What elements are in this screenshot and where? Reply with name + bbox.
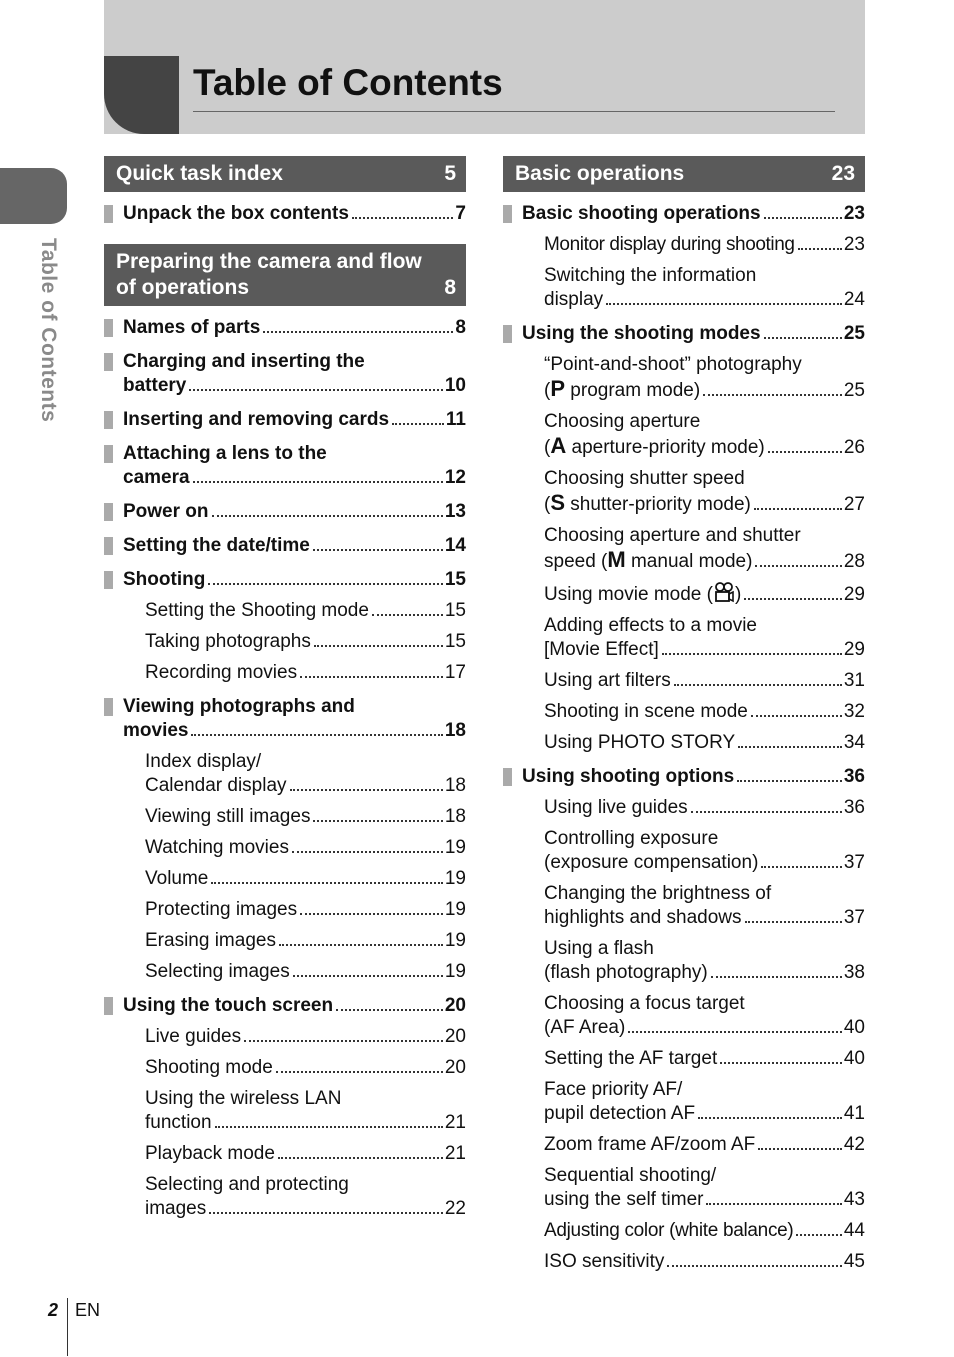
- side-tab[interactable]: [0, 168, 67, 224]
- toc-subentry-watching-movies[interactable]: [104, 836, 466, 860]
- toc-subentry-selecting[interactable]: [104, 960, 466, 984]
- toc-subentry-photo-story[interactable]: [503, 731, 865, 755]
- entry-page: 44: [843, 1220, 865, 1241]
- entry-label: Setting the date/time: [123, 535, 310, 556]
- entry-label: Inserting and removing cards: [123, 409, 390, 430]
- entry-label-line2: pupil detection AF: [544, 1103, 696, 1124]
- entry-label-line2: shutter-priority mode): [565, 494, 751, 515]
- entry-label: Playback mode: [145, 1143, 275, 1164]
- entry-label-line2: (AF Area): [544, 1017, 626, 1038]
- toc-subentry-protecting[interactable]: [104, 898, 466, 922]
- entry-page: 15: [444, 569, 466, 590]
- entry-page: 15: [444, 600, 466, 621]
- entry-page: 23: [843, 234, 865, 255]
- entry-label-pre: speed (: [544, 551, 608, 572]
- entry-marker: [503, 325, 512, 343]
- entry-label: Power on: [123, 501, 209, 522]
- toc-subentry-af-target[interactable]: [503, 1047, 865, 1071]
- entry-page: 45: [843, 1251, 865, 1272]
- entry-page: 28: [843, 551, 865, 572]
- section-title-line2: of operations: [116, 276, 250, 299]
- entry-label-line1: Switching the information: [544, 265, 757, 286]
- entry-label-line1: Adding effects to a movie: [544, 615, 757, 636]
- shutter-mode-icon: S: [550, 490, 566, 515]
- entry-page: 20: [444, 995, 466, 1016]
- section-title-line1: Preparing the camera and flow: [116, 250, 422, 273]
- entry-page: 23: [843, 203, 865, 224]
- entry-label: Viewing still images: [145, 806, 311, 827]
- entry-page: 26: [843, 437, 865, 458]
- toc-subentry-white-balance[interactable]: [503, 1219, 865, 1243]
- toc-subentry-movie-effect[interactable]: [503, 614, 865, 662]
- movie-camera-icon: [713, 584, 735, 605]
- entry-label: Protecting images: [145, 899, 298, 920]
- entry-label-line2: function: [145, 1112, 212, 1133]
- entry-label: Watching movies: [145, 837, 289, 858]
- entry-page: 10: [444, 375, 466, 396]
- entry-label-line1: Using a flash: [544, 938, 654, 959]
- toc-entry-shooting[interactable]: [104, 568, 466, 592]
- entry-label: Shooting in scene mode: [544, 701, 748, 722]
- entry-page: 24: [843, 289, 865, 310]
- entry-page: 15: [444, 631, 466, 652]
- toc-subentry-sequential[interactable]: [503, 1164, 865, 1212]
- paren: ): [734, 584, 742, 605]
- entry-label: ISO sensitivity: [544, 1251, 665, 1272]
- toc-subentry-iso[interactable]: [503, 1250, 865, 1274]
- entry-page: 40: [843, 1048, 865, 1069]
- entry-marker: [503, 768, 512, 786]
- entry-label-line2: manual mode): [625, 551, 753, 572]
- entry-page: 21: [444, 1143, 466, 1164]
- entry-page: 25: [843, 323, 865, 344]
- entry-label-line2: (flash photography): [544, 962, 708, 983]
- toc-entry-lens[interactable]: [104, 442, 466, 490]
- section-title: Basic operations: [515, 162, 685, 185]
- entry-page: 12: [444, 467, 466, 488]
- entry-label: Recording movies: [145, 662, 298, 683]
- entry-label-line2: Calendar display: [145, 775, 287, 796]
- section-page: 23: [831, 162, 855, 185]
- entry-page: 22: [444, 1198, 466, 1219]
- toc-subentry-erasing[interactable]: [104, 929, 466, 953]
- entry-page: 29: [843, 639, 865, 660]
- toc-subentry-playback-mode[interactable]: [104, 1142, 466, 1166]
- entry-label: Using movie mode (: [544, 584, 713, 605]
- toc-subentry-exposure[interactable]: [503, 827, 865, 875]
- entry-marker: [104, 205, 113, 223]
- entry-label-line1: Controlling exposure: [544, 828, 719, 849]
- toc-subentry-aperture-priority[interactable]: [503, 410, 865, 460]
- entry-page: 17: [444, 662, 466, 683]
- toc-subentry-shooting-mode[interactable]: [104, 599, 466, 623]
- toc-subentry-shooting-mode-touch[interactable]: [104, 1056, 466, 1080]
- toc-left-column: [104, 156, 466, 1221]
- toc-subentry-live-guides-2[interactable]: [503, 796, 865, 820]
- entry-page: 18: [444, 775, 466, 796]
- section-basic-operations[interactable]: [503, 156, 865, 192]
- entry-page: 19: [444, 961, 466, 982]
- section-preparing-camera[interactable]: [104, 244, 466, 306]
- entry-label-line1: Changing the brightness of: [544, 883, 772, 904]
- toc-entry-shooting-options[interactable]: [503, 765, 865, 789]
- entry-label-line1: Using the wireless LAN: [145, 1088, 342, 1109]
- toc-subentry-flash[interactable]: [503, 937, 865, 985]
- page-number: 2: [48, 1300, 59, 1320]
- aperture-mode-icon: A: [550, 433, 567, 458]
- entry-label-line1: Sequential shooting/: [544, 1165, 717, 1186]
- entry-label-line1: Viewing photographs and: [123, 696, 355, 717]
- entry-page: 11: [445, 409, 466, 430]
- paren: (: [544, 437, 551, 458]
- page-title: Table of Contents: [193, 62, 503, 103]
- entry-page: 37: [843, 852, 865, 873]
- entry-page: 20: [444, 1026, 466, 1047]
- entry-label: Selecting images: [145, 961, 290, 982]
- toc-subentry-still-images[interactable]: [104, 805, 466, 829]
- entry-label: Setting the AF target: [544, 1048, 718, 1069]
- entry-label: Using shooting options: [522, 766, 735, 787]
- toc-entry-unpack[interactable]: [104, 202, 466, 226]
- toc-subentry-live-guides[interactable]: [104, 1025, 466, 1049]
- manual-mode-icon: M: [607, 547, 626, 572]
- entry-marker: [104, 353, 113, 371]
- entry-page: 8: [455, 317, 466, 338]
- toc-entry-power-on[interactable]: [104, 500, 466, 524]
- entry-marker: [503, 205, 512, 223]
- entry-label-line1: Face priority AF/: [544, 1079, 683, 1100]
- entry-label: Unpack the box contents: [123, 203, 349, 224]
- toc-subentry-taking-photos[interactable]: [104, 630, 466, 654]
- entry-label-line1: Choosing aperture and shutter: [544, 525, 801, 546]
- entry-marker: [104, 503, 113, 521]
- entry-label-line1: Selecting and protecting: [145, 1174, 349, 1195]
- entry-page: 27: [843, 494, 865, 515]
- entry-label: Using PHOTO STORY: [544, 732, 736, 753]
- entry-marker: [104, 411, 113, 429]
- entry-page: 29: [843, 584, 865, 605]
- entry-page: 37: [843, 907, 865, 928]
- entry-page: 13: [444, 501, 466, 522]
- entry-page: 19: [444, 899, 466, 920]
- toc-entry-names-of-parts[interactable]: [104, 316, 466, 340]
- paren: (: [544, 380, 551, 401]
- entry-label: Live guides: [145, 1026, 242, 1047]
- toc-subentry-monitor-display[interactable]: [503, 233, 865, 257]
- entry-page: 18: [444, 720, 466, 741]
- entry-page: 19: [444, 837, 466, 858]
- toc-entry-touch-screen[interactable]: [104, 994, 466, 1018]
- entry-label: Taking photographs: [145, 631, 311, 652]
- entry-marker: [104, 698, 113, 716]
- entry-label: Using live guides: [544, 797, 688, 818]
- entry-page: 40: [843, 1017, 865, 1038]
- entry-page: 25: [843, 380, 865, 401]
- toc-subentry-wireless-lan[interactable]: [104, 1087, 466, 1135]
- entry-page: 20: [444, 1057, 466, 1078]
- entry-label-line2: program mode): [565, 380, 701, 401]
- entry-label-line2: display: [544, 289, 604, 310]
- entry-page: 34: [843, 732, 865, 753]
- entry-label: Using the touch screen: [123, 995, 334, 1016]
- toc-subentry-index-display[interactable]: [104, 750, 466, 798]
- entry-page: 36: [843, 766, 865, 787]
- entry-label: Names of parts: [123, 317, 261, 338]
- header-accent-block: [104, 56, 179, 134]
- entry-marker: [104, 445, 113, 463]
- entry-label-line1: Charging and inserting the: [123, 351, 365, 372]
- entry-label-line2: aperture-priority mode): [566, 437, 765, 458]
- toc-entry-basic-shooting[interactable]: [503, 202, 865, 226]
- entry-label-line1: Attaching a lens to the: [123, 443, 327, 464]
- toc-subentry-focus-target[interactable]: [503, 992, 865, 1040]
- entry-page: 18: [444, 806, 466, 827]
- toc-subentry-movie-mode[interactable]: [503, 581, 865, 607]
- entry-page: 21: [444, 1112, 466, 1133]
- toc-subentry-recording-movies[interactable]: [104, 661, 466, 685]
- entry-page: 36: [843, 797, 865, 818]
- toc-subentry-zoom-frame[interactable]: [503, 1133, 865, 1157]
- entry-marker: [104, 571, 113, 589]
- entry-page: 14: [444, 535, 466, 556]
- entry-label: Basic shooting operations: [522, 203, 761, 224]
- entry-label-line2: camera: [123, 467, 190, 488]
- section-page: 5: [444, 162, 456, 185]
- entry-label-line2: images: [145, 1198, 207, 1219]
- entry-label: Zoom frame AF/zoom AF: [544, 1134, 756, 1155]
- entry-label: Volume: [145, 868, 209, 889]
- toc-subentry-volume[interactable]: [104, 867, 466, 891]
- entry-page: 43: [843, 1189, 865, 1210]
- language-label: EN: [75, 1300, 101, 1320]
- entry-page: 32: [843, 701, 865, 722]
- toc-entry-date-time[interactable]: [104, 534, 466, 558]
- footer-divider: [67, 1298, 68, 1356]
- section-title: Quick task index: [116, 162, 283, 185]
- entry-page: 42: [843, 1134, 865, 1155]
- program-mode-icon: P: [550, 376, 566, 401]
- side-tab-label: Table of Contents: [37, 238, 60, 423]
- toc-entry-shooting-modes[interactable]: [503, 322, 865, 346]
- entry-page: 38: [843, 962, 865, 983]
- toc-subentry-scene-mode[interactable]: [503, 700, 865, 724]
- entry-label: Monitor display during shooting: [544, 234, 795, 255]
- paren: (: [544, 494, 551, 515]
- entry-label-line2: battery: [123, 375, 187, 396]
- toc-entry-viewing[interactable]: [104, 695, 466, 743]
- entry-page: 7: [455, 203, 466, 224]
- entry-label: Setting the Shooting mode: [145, 600, 369, 621]
- entry-label-line1: Choosing a focus target: [544, 993, 745, 1014]
- entry-page: 19: [444, 868, 466, 889]
- toc-subentry-face-priority[interactable]: [503, 1078, 865, 1126]
- entry-label-line1: “Point-and-shoot” photography: [544, 354, 802, 375]
- entry-label-line2: highlights and shadows: [544, 907, 742, 928]
- entry-marker: [104, 997, 113, 1015]
- entry-page: 19: [444, 930, 466, 951]
- toc-right-column: [503, 156, 865, 1274]
- toc-entry-charging[interactable]: [104, 350, 466, 398]
- toc-subentry-program-mode[interactable]: [503, 353, 865, 403]
- entry-label: Using the shooting modes: [522, 323, 761, 344]
- entry-label: Erasing images: [145, 930, 276, 951]
- entry-label-line1: Index display/: [145, 751, 262, 772]
- entry-page: 41: [843, 1103, 865, 1124]
- entry-label-line1: Choosing shutter speed: [544, 468, 745, 489]
- toc-subentry-switch-info[interactable]: [503, 264, 865, 312]
- toc-entry-cards[interactable]: [104, 408, 466, 432]
- section-page: 8: [444, 276, 456, 299]
- entry-label-line1: Choosing aperture: [544, 411, 701, 432]
- entry-label: Using art filters: [544, 670, 671, 691]
- entry-marker: [104, 319, 113, 337]
- entry-page: 31: [843, 670, 865, 691]
- entry-label: Adjusting color (white balance): [544, 1220, 794, 1241]
- entry-marker: [104, 537, 113, 555]
- entry-label-line2: [Movie Effect]: [544, 639, 659, 660]
- title-rule: [193, 111, 835, 112]
- section-quick-task-index[interactable]: [104, 156, 466, 192]
- entry-label-line2: using the self timer: [544, 1189, 704, 1210]
- toc-subentry-art-filters[interactable]: [503, 669, 865, 693]
- entry-label-line2: (exposure compensation): [544, 852, 759, 873]
- toc-subentry-shutter-priority[interactable]: [503, 467, 865, 517]
- entry-label: Shooting mode: [145, 1057, 273, 1078]
- toc-subentry-manual-mode[interactable]: [503, 524, 865, 574]
- toc-subentry-select-protect[interactable]: [104, 1173, 466, 1221]
- entry-label-line2: movies: [123, 720, 189, 741]
- toc-subentry-brightness[interactable]: [503, 882, 865, 930]
- entry-label: Shooting: [123, 569, 206, 590]
